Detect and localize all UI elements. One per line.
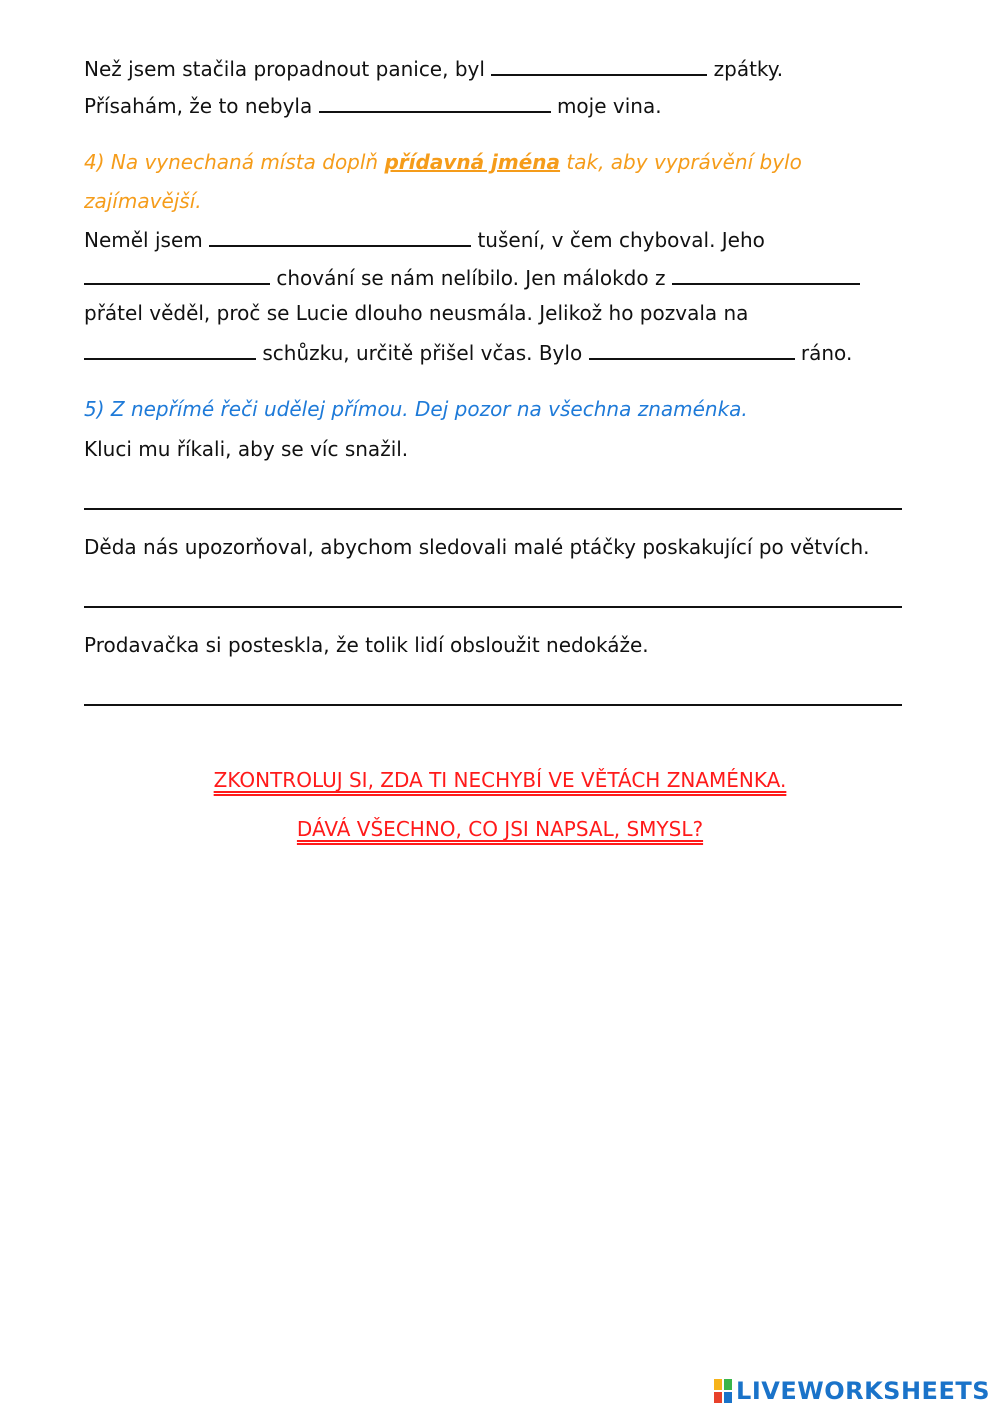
indirect-speech-3: Prodavačka si posteskla, že tolik lidí obsloužit nedokáže. [84, 633, 649, 657]
answer-line-3[interactable] [84, 704, 902, 706]
paragraph-line-4: schůzku, určitě přišel včas. Bylo ráno. [84, 338, 852, 366]
answer-line-1[interactable] [84, 508, 902, 510]
sentence-1: Než jsem stačila propadnout panice, byl zpátky. [84, 54, 783, 82]
paragraph-line-3: přátel věděl, proč se Lucie dlouho neusmála. Jelikož ho pozvala na [84, 301, 749, 325]
blank-input[interactable] [491, 54, 707, 76]
check-reminder-1: ZKONTROLUJ SI, ZDA TI NECHYBÍ VE VĚTÁCH ZNAMÉNKA. [213, 768, 787, 792]
paragraph-line-2: chování se nám nelíbilo. Jen málokdo z [84, 263, 860, 291]
blank-input[interactable] [84, 338, 256, 360]
task-4-keyword: přídavná jména [384, 150, 561, 174]
blank-input[interactable] [209, 225, 471, 247]
blank-input[interactable] [319, 91, 551, 113]
liveworksheets-logo-icon [714, 1379, 732, 1403]
blank-input[interactable] [672, 263, 860, 285]
task-5-heading: 5) Z nepřímé řeči udělej přímou. Dej pozor na všechna znaménka. [84, 397, 748, 421]
indirect-speech-2: Děda nás upozorňoval, abychom sledovali malé ptáčky poskakující po větvích. [84, 535, 870, 559]
blank-input[interactable] [589, 338, 795, 360]
answer-line-2[interactable] [84, 606, 902, 608]
sentence-2: Přísahám, že to nebyla moje vina. [84, 91, 662, 119]
liveworksheets-logo [714, 1377, 990, 1405]
logo-text: LIVEWORKSHEETS [736, 1377, 990, 1405]
paragraph-line-1: Neměl jsem tušení, v čem chyboval. Jeho [84, 225, 765, 253]
indirect-speech-1: Kluci mu říkali, aby se víc snažil. [84, 437, 409, 461]
blank-input[interactable] [84, 263, 270, 285]
task-4-heading: 4) Na vynechaná místa doplň přídavná jména tak, aby vyprávění bylo [84, 150, 802, 174]
check-reminder-2: DÁVÁ VŠECHNO, CO JSI NAPSAL, SMYSL? [296, 817, 704, 841]
task-4-heading-cont: zajímavější. [84, 189, 202, 213]
